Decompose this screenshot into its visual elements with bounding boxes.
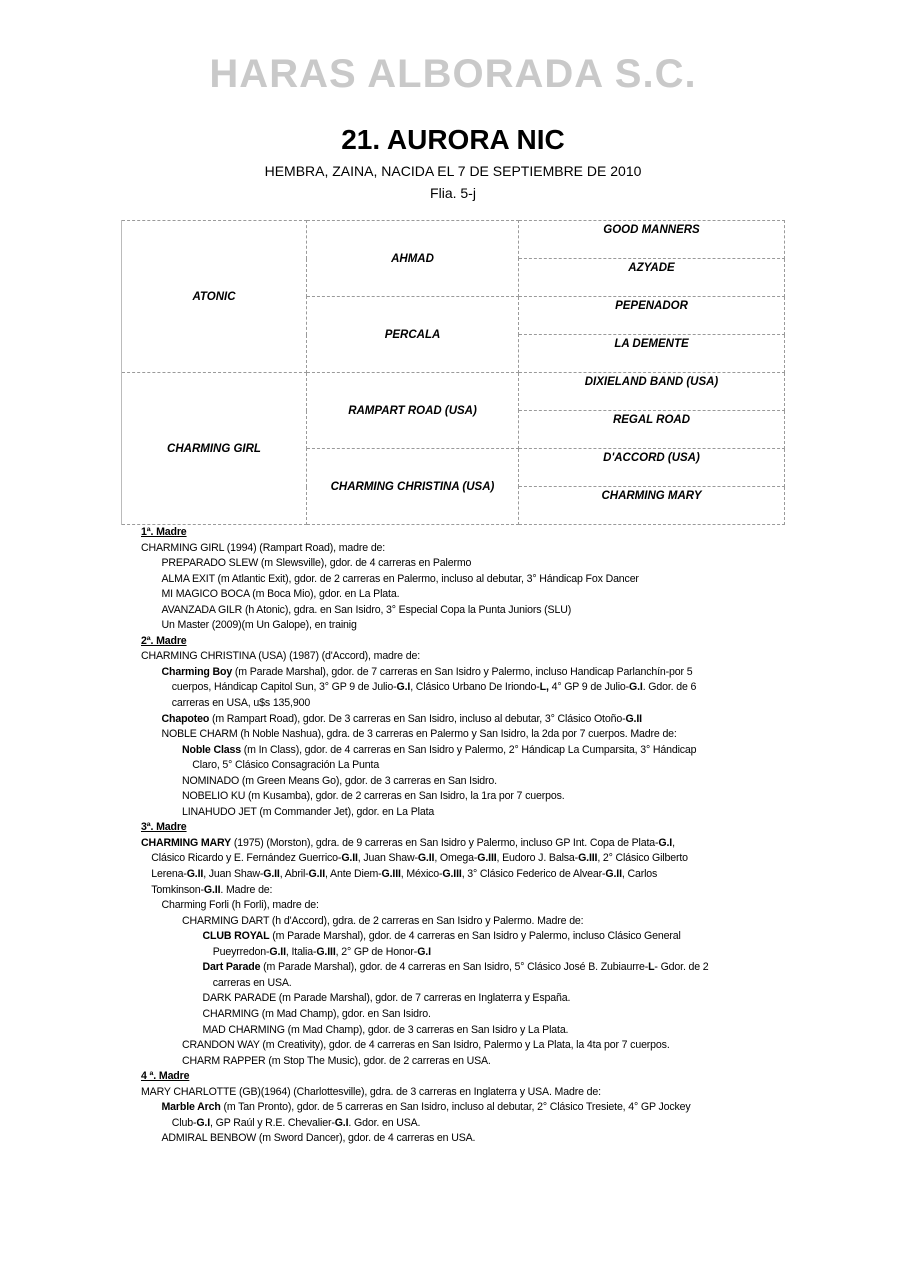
pedigree-dam: CHARMING GIRL <box>122 373 307 525</box>
text-segment: , <box>672 836 675 849</box>
text-line <box>141 727 791 743</box>
text-line <box>141 883 791 899</box>
text-segment: Lerena- <box>151 868 187 881</box>
text-line <box>141 1100 791 1116</box>
horse-title: 21. AURORA NIC <box>341 124 565 155</box>
text-segment: cuerpos, Hándicap Capitol Sun, 3° GP 9 de Julio- <box>171 681 397 694</box>
text-segment: . Gdor. de 6 <box>642 681 697 694</box>
pedigree-grandparent: PERCALA <box>307 297 519 373</box>
brand-header: HARAS ALBORADA S.C. <box>209 52 697 96</box>
text-segment: . Gdor. en USA. <box>348 1116 421 1129</box>
text-segment: ADMIRAL BENBOW (m Sword Dancer), gdor. de 4 carreras en USA. <box>161 1132 476 1145</box>
bold-text: L, <box>539 681 549 694</box>
text-segment: NOMINADO (m Green Means Go), gdor. de 3 carreras en San Isidro. <box>182 774 497 787</box>
text-segment: NOBLE CHARM (h Noble Nashua), gdra. de 3 carreras en Palermo y San Isidro, la 2da por 7 cuerpos. Madre de: <box>161 728 677 741</box>
bold-text: G.III <box>381 868 401 881</box>
text-segment: ALMA EXIT (m Atlantic Exit), gdor. de 2 carreras en Palermo, incluso al debutar, 3° Hándicap Fox Dancer <box>161 572 639 585</box>
text-line <box>141 680 791 696</box>
text-line <box>141 603 791 619</box>
pedigree-great-grandparent: AZYADE <box>519 259 785 297</box>
text-line <box>141 945 791 961</box>
text-line <box>141 587 791 603</box>
text-segment: Un Master (2009)(m Un Galope), en trainig <box>161 619 357 632</box>
text-segment: 4 ª. Madre <box>141 1070 190 1083</box>
pedigree-great-grandparent: PEPENADOR <box>519 297 785 335</box>
text-line <box>141 867 791 883</box>
bold-text: G.I <box>396 681 411 694</box>
bold-text: G.I <box>658 836 673 849</box>
text-segment: 2ª. Madre <box>141 634 187 647</box>
text-line <box>141 851 791 867</box>
bold-text: G.II <box>263 868 280 881</box>
text-line <box>141 1007 791 1023</box>
text-line <box>141 774 791 790</box>
text-segment: DARK PARADE (m Parade Marshal), gdor. de 7 carreras en Inglaterra y España. <box>202 992 571 1005</box>
text-segment: (m Parade Marshal), gdor. de 4 carreras en San Isidro y Palermo, incluso Clásico General <box>269 930 681 943</box>
text-segment: 4° GP 9 de Julio- <box>548 681 630 694</box>
section-heading <box>141 820 791 836</box>
text-segment: carreras en USA. <box>212 976 292 989</box>
pedigree-great-grandparent: GOOD MANNERS <box>519 221 785 259</box>
text-line <box>141 556 791 572</box>
text-segment: CHARMING CHRISTINA (USA) (1987) (d'Accord), madre de: <box>141 650 420 663</box>
text-segment: , Italia- <box>285 945 317 958</box>
bold-text: G.II <box>341 852 358 865</box>
text-segment: , Omega- <box>434 852 478 865</box>
text-segment: , Abril- <box>279 868 309 881</box>
text-segment: Clásico Ricardo y E. Fernández Guerrico- <box>151 852 342 865</box>
text-segment: (m Parade Marshal), gdor. de 7 carreras en San Isidro y Palermo, incluso Handicap Parlanchín-por 5 <box>232 665 693 678</box>
bold-text: Dart Parade <box>202 961 261 974</box>
text-segment: CHARMING DART (h d'Accord), gdra. de 2 carreras en San Isidro y Palermo. Madre de: <box>182 914 584 927</box>
text-line <box>141 960 791 976</box>
text-segment: CRANDON WAY (m Creativity), gdor. de 4 carreras en San Isidro, Palermo y La Plata, la 4ta por 7 cuerpos. <box>182 1039 670 1052</box>
text-segment: MAD CHARMING (m Mad Champ), gdor. de 3 carreras en San Isidro y La Plata. <box>202 1023 569 1036</box>
bold-text: G.III <box>316 945 336 958</box>
text-line <box>141 805 791 821</box>
pedigree-sire: ATONIC <box>122 221 307 373</box>
maternal-line-text <box>141 525 791 1147</box>
pedigree-great-grandparent: D'ACCORD (USA) <box>519 449 785 487</box>
bold-text: G.II <box>605 868 622 881</box>
bold-text: Charming Boy <box>161 665 233 678</box>
text-segment: MARY CHARLOTTE (GB)(1964) (Charlottesville), gdra. de 3 carreras en Inglaterra y USA. Madre de: <box>141 1085 601 1098</box>
bold-text: CHARMING MARY <box>141 836 232 849</box>
text-line <box>141 618 791 634</box>
bold-text: G.III <box>578 852 598 865</box>
bold-text: Noble Class <box>182 743 241 756</box>
text-segment: , Clásico Urbano De Iriondo- <box>410 681 540 694</box>
pedigree-great-grandparent: LA DEMENTE <box>519 335 785 373</box>
bold-text: G.II <box>308 868 326 881</box>
text-line <box>141 914 791 930</box>
bold-text: L <box>648 961 655 974</box>
text-segment: 3ª. Madre <box>141 821 187 834</box>
text-line <box>141 743 791 759</box>
text-segment: 1ª. Madre <box>141 526 187 538</box>
text-line <box>141 836 791 852</box>
text-line <box>141 976 791 992</box>
text-segment: MI MAGICO BOCA (m Boca Mio), gdor. en La Plata. <box>161 588 400 601</box>
text-segment: (m Parade Marshal), gdor. de 4 carreras en San Isidro, 5° Clásico José B. Zubiaurre- <box>260 961 649 974</box>
text-segment: Claro, 5° Clásico Consagración La Punta <box>192 759 380 772</box>
text-segment: Club- <box>171 1116 197 1129</box>
text-segment: carreras en USA, u$s 135,900 <box>171 697 311 710</box>
text-segment: , 3° Clásico Federico de Alvear- <box>461 868 606 881</box>
text-segment: Tomkinson- <box>151 883 204 896</box>
pedigree-table <box>121 220 785 525</box>
text-segment: , Juan Shaw- <box>203 868 264 881</box>
bold-text: G.I <box>417 945 431 958</box>
text-segment: (1975) (Morston), gdra. de 9 carreras en San Isidro y Palermo, incluso GP Int. Copa de Plata- <box>231 836 659 849</box>
text-segment: , México- <box>400 868 443 881</box>
text-segment: AVANZADA GILR (h Atonic), gdra. en San Isidro, 3° Especial Copa la Punta Juniors (SLU) <box>161 603 572 616</box>
text-segment: , Juan Shaw- <box>357 852 418 865</box>
text-segment: , GP Raúl y R.E. Chevalier- <box>210 1116 335 1129</box>
text-segment: Charming Forli (h Forli), madre de: <box>161 899 319 912</box>
text-line <box>141 541 791 557</box>
text-segment: (m In Class), gdor. de 4 carreras en San Isidro y Palermo, 2° Hándicap La Cumparsita, 3° Hándicap <box>241 743 697 756</box>
text-segment: CHARMING GIRL (1994) (Rampart Road), madre de: <box>141 541 386 554</box>
text-segment: Pueyrredon- <box>212 945 270 958</box>
text-line <box>141 758 791 774</box>
text-line <box>141 1038 791 1054</box>
text-line <box>141 712 791 728</box>
text-segment: , 2° Clásico Gilberto <box>597 852 688 865</box>
bold-text: G.II <box>625 712 642 725</box>
text-segment: - Gdor. de 2 <box>654 961 709 974</box>
text-segment: , 2° GP de Honor- <box>335 945 418 958</box>
pedigree-grandparent: RAMPART ROAD (USA) <box>307 373 519 449</box>
text-line <box>141 1054 791 1070</box>
pedigree-grandparent: AHMAD <box>307 221 519 297</box>
text-segment: , Carlos <box>621 868 658 881</box>
text-line <box>141 1131 791 1147</box>
text-segment: CHARM RAPPER (m Stop The Music), gdor. de 2 carreras en USA. <box>182 1054 491 1067</box>
pedigree-great-grandparent: CHARMING MARY <box>519 487 785 525</box>
text-segment: PREPARADO SLEW (m Slewsville), gdor. de 4 carreras en Palermo <box>161 557 472 570</box>
text-line <box>141 991 791 1007</box>
bold-text: G.II <box>417 852 435 865</box>
text-segment: NOBELIO KU (m Kusamba), gdor. de 2 carreras en San Isidro, la 1ra por 7 cuerpos. <box>182 790 565 803</box>
section-heading <box>141 634 791 650</box>
text-segment: LINAHUDO JET (m Commander Jet), gdor. en La Plata <box>182 805 435 818</box>
text-segment: . Madre de: <box>220 883 273 896</box>
text-line <box>141 665 791 681</box>
bold-text: CLUB ROYAL <box>202 930 270 943</box>
text-segment: (m Tan Pronto), gdor. de 5 carreras en San Isidro, incluso al debutar, 2° Clásico Tresiete, 4° GP Jockey <box>220 1101 691 1114</box>
bold-text: G.I <box>334 1116 349 1129</box>
text-line <box>141 929 791 945</box>
bold-text: G.I <box>196 1116 211 1129</box>
text-segment: , Eudoro J. Balsa- <box>496 852 579 865</box>
text-line <box>141 789 791 805</box>
text-segment: CHARMING (m Mad Champ), gdor. en San Isidro. <box>202 1007 431 1020</box>
text-line <box>141 1023 791 1039</box>
bold-text: G.II <box>269 945 286 958</box>
text-line <box>141 898 791 914</box>
text-line <box>141 572 791 588</box>
pedigree-grandparent: CHARMING CHRISTINA (USA) <box>307 449 519 525</box>
pedigree-great-grandparent: REGAL ROAD <box>519 411 785 449</box>
bold-text: G.II <box>203 883 221 896</box>
bold-text: G.III <box>442 868 462 881</box>
bold-text: Chapoteo <box>161 712 210 725</box>
section-heading <box>141 525 791 541</box>
horse-description: HEMBRA, ZAINA, NACIDA EL 7 DE SEPTIEMBRE DE 2010 <box>264 163 642 179</box>
text-segment: (m Rampart Road), gdor. De 3 carreras en San Isidro, incluso al debutar, 3° Clásico Otoño- <box>209 712 626 725</box>
bold-text: G.III <box>477 852 497 865</box>
text-line <box>141 696 791 712</box>
bold-text: G.I <box>629 681 643 694</box>
text-segment: , Ante Diem- <box>325 868 382 881</box>
text-line <box>141 649 791 665</box>
bold-text: G.II <box>186 868 204 881</box>
section-heading <box>141 1069 791 1085</box>
text-line <box>141 1085 791 1101</box>
bold-text: Marble Arch <box>161 1101 221 1114</box>
text-line <box>141 1116 791 1132</box>
pedigree-great-grandparent: DIXIELAND BAND (USA) <box>519 373 785 411</box>
family-label: Flia. 5-j <box>430 185 476 201</box>
